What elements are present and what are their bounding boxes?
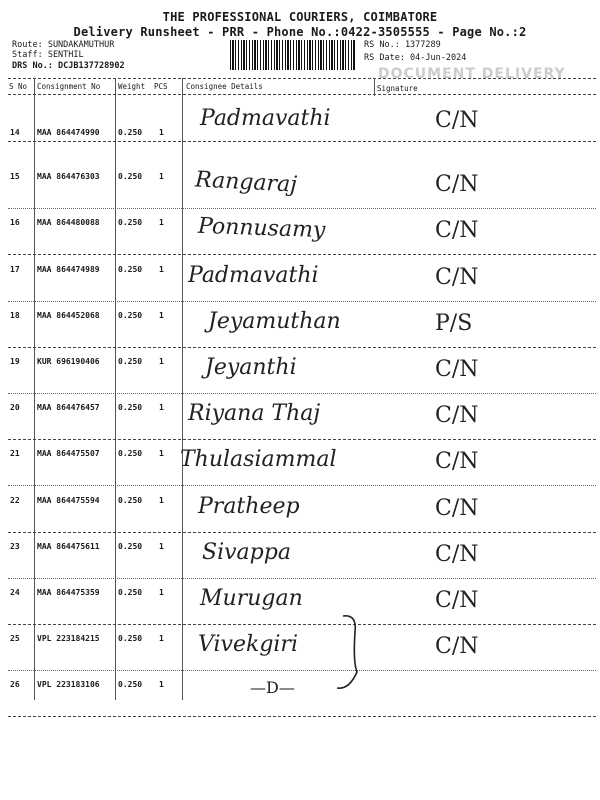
row-signature: C/N — [435, 403, 479, 429]
row-weight: 0.250 — [118, 588, 143, 597]
col-divider — [115, 78, 116, 700]
row-consignment-no: MAA 864452068 — [37, 310, 100, 320]
row-sno: 26 — [10, 680, 20, 690]
col-divider — [374, 78, 375, 96]
row-weight: 0.250 — [118, 128, 143, 137]
row-consignee-name: Jeyanthi — [205, 355, 297, 380]
row-weight: 0.250 — [118, 634, 143, 644]
row-weight: 0.250 — [118, 218, 143, 228]
row-sno: 16 — [10, 218, 20, 228]
row-consignee-name: Ponnusamy — [197, 214, 326, 244]
row-pcs: 1 — [159, 634, 164, 644]
row-pcs: 1 — [159, 541, 164, 551]
row-sno: 15 — [10, 172, 20, 182]
header-top-divider — [8, 78, 596, 79]
row-consignee-name: Rangaraj — [194, 167, 298, 198]
row-signature: C/N — [435, 108, 479, 133]
rs-date: RS Date: 04-Jun-2024 — [364, 53, 467, 63]
header-bottom-divider — [8, 94, 596, 95]
row-consignment-no: VPL 223183106 — [37, 680, 100, 690]
row-pcs: 1 — [159, 357, 164, 366]
row-consignee-name: Jeyamuthan — [208, 308, 341, 334]
row-consignment-no: KUR 696190406 — [37, 357, 100, 366]
row-weight: 0.250 — [118, 541, 143, 551]
row-divider — [8, 301, 596, 302]
row-pcs: 1 — [159, 680, 164, 690]
row-consignment-no: MAA 864475611 — [37, 541, 100, 551]
row-weight: 0.250 — [118, 403, 143, 413]
row-weight: 0.250 — [118, 357, 143, 366]
row-consignment-no: MAA 864480088 — [37, 218, 100, 228]
col-divider — [34, 78, 35, 700]
row-signature: C/N — [435, 588, 479, 613]
row-consignment-no: MAA 864476457 — [37, 403, 100, 413]
row-sno: 19 — [10, 357, 20, 366]
row-weight: 0.250 — [118, 680, 143, 690]
barcode-image — [230, 40, 355, 70]
staff-label: Staff: SENTHIL — [12, 50, 84, 60]
row-pcs: 1 — [159, 128, 164, 137]
row-consignment-no: MAA 864475359 — [37, 588, 100, 597]
runsheet-title: THE PROFESSIONAL COURIERS, COIMBATORE — [162, 10, 438, 24]
row-sno: 23 — [10, 541, 20, 551]
document-delivery-stamp: DOCUMENT DELIVERY — [378, 66, 566, 82]
row-signature: P/S — [435, 310, 473, 336]
runsheet-subtitle: Delivery Runsheet - PRR - Phone No.:0422-3505555 - Page No.:2 — [73, 25, 527, 39]
row-consignment-no: MAA 864476303 — [37, 172, 100, 182]
row-signature: C/N — [435, 218, 479, 244]
row-consignee-name: —D— — [250, 678, 295, 698]
row-pcs: 1 — [159, 172, 164, 182]
row-consignee-name: Padmavathi — [188, 262, 319, 288]
row-sno: 21 — [10, 449, 20, 459]
row-divider — [8, 347, 596, 348]
row-weight: 0.250 — [118, 449, 143, 459]
col-header-weight: Weight — [118, 82, 146, 91]
row-pcs: 1 — [159, 403, 164, 413]
row-signature: C/N — [435, 541, 479, 567]
row-sno: 25 — [10, 634, 20, 644]
row-signature: C/N — [435, 357, 479, 382]
row-divider — [8, 393, 596, 394]
row-pcs: 1 — [159, 310, 164, 320]
row-pcs: 1 — [159, 218, 164, 228]
row-consignment-no: MAA 864474990 — [37, 128, 100, 137]
row-sno: 24 — [10, 588, 20, 597]
row-divider — [8, 439, 596, 440]
col-header-consignment: Consignment No — [37, 82, 101, 91]
row-divider — [8, 532, 596, 533]
row-signature: C/N — [435, 449, 479, 475]
route-label: Route: SUNDAKAMUTHUR — [12, 40, 115, 50]
row-divider — [8, 254, 596, 255]
drs-number: DRS No.: DCJB137728902 — [12, 61, 125, 71]
row-pcs: 1 — [159, 264, 164, 274]
row-sno: 14 — [10, 128, 20, 137]
row-consignee-name: Vivekgiri — [198, 632, 298, 658]
rs-number: RS No.: 1377289 — [364, 40, 441, 50]
row-divider — [8, 624, 596, 625]
row-divider — [8, 485, 596, 486]
row-sno: 22 — [10, 495, 20, 505]
row-sno: 17 — [10, 264, 20, 274]
row-weight: 0.250 — [118, 495, 143, 505]
row-weight: 0.250 — [118, 172, 143, 182]
row-weight: 0.250 — [118, 264, 143, 274]
bracket-mark — [335, 612, 365, 692]
row-consignment-no: MAA 864474989 — [37, 264, 100, 274]
col-header-signature: Signature — [377, 84, 418, 93]
row-divider — [8, 716, 596, 717]
row-sno: 18 — [10, 310, 20, 320]
col-divider — [182, 78, 183, 700]
row-signature: C/N — [435, 264, 479, 290]
row-pcs: 1 — [159, 449, 164, 459]
row-consignee-name: Pratheep — [198, 493, 300, 519]
row-weight: 0.250 — [118, 310, 143, 320]
row-signature: C/N — [435, 172, 479, 198]
row-pcs: 1 — [159, 588, 164, 597]
row-consignee-name: Sivappa — [202, 539, 291, 565]
col-header-details: Consignee Details — [186, 82, 263, 91]
row-consignment-no: VPL 223184215 — [37, 634, 100, 644]
row-divider — [8, 141, 596, 142]
row-consignment-no: MAA 864475507 — [37, 449, 100, 459]
row-signature: C/N — [435, 634, 479, 660]
row-sno: 20 — [10, 403, 20, 413]
row-divider — [8, 208, 596, 209]
row-consignee-name: Thulasiammal — [180, 447, 337, 473]
row-consignee-name: Murugan — [200, 586, 303, 611]
col-header-pcs: PCS — [154, 82, 168, 91]
row-divider — [8, 578, 596, 579]
row-consignee-name: Padmavathi — [200, 106, 331, 131]
row-divider — [8, 670, 596, 671]
row-consignee-name: Riyana Thaj — [188, 401, 321, 427]
row-signature: C/N — [435, 495, 479, 521]
row-pcs: 1 — [159, 495, 164, 505]
row-consignment-no: MAA 864475594 — [37, 495, 100, 505]
col-header-sno: S No — [9, 82, 28, 91]
